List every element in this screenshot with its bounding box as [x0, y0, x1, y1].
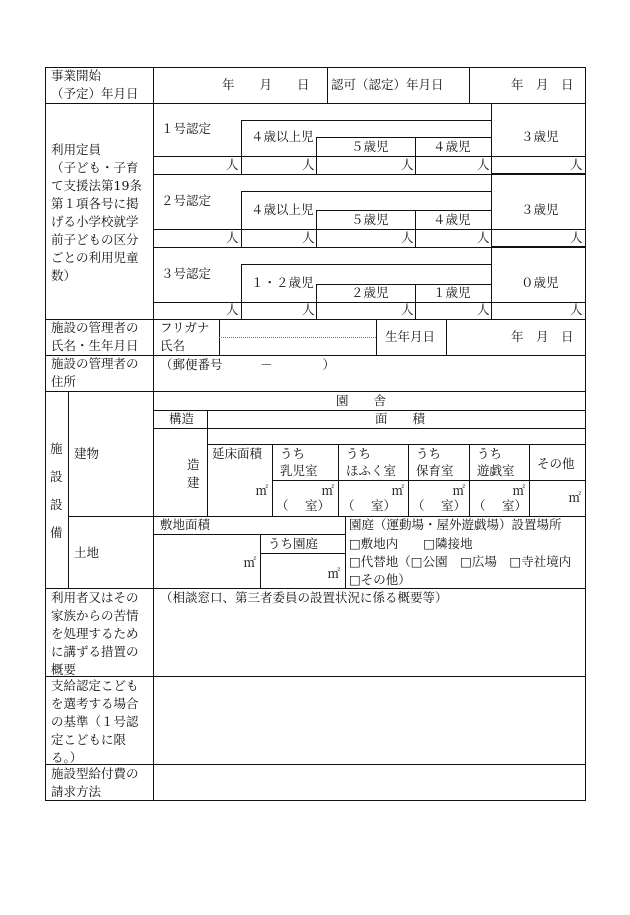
unit-label: 人 [226, 230, 239, 245]
rule [45, 67, 46, 801]
rule [316, 210, 317, 247]
group-sub-age: ２歳児 [351, 285, 389, 300]
unit-label: 人 [570, 157, 583, 172]
unit-label: 人 [302, 230, 315, 245]
room-name: 遊戯室 [477, 463, 515, 478]
unit-label: 人 [226, 157, 239, 172]
manager-label: 施設の管理者の 氏名・生年月日 [51, 320, 139, 353]
floor-area-label: 延床面積 [212, 446, 263, 461]
garden-area-label: うち園庭 [268, 536, 319, 551]
rule [241, 191, 242, 247]
group-name: ３号認定 [161, 266, 212, 281]
unit-label: 人 [302, 157, 315, 172]
unit-label: 人 [401, 157, 414, 172]
group-main-age: １・２歳児 [251, 275, 314, 290]
room-prefix: うち [346, 446, 372, 461]
sqm-unit: ㎡ [321, 483, 334, 498]
sqm-unit: ㎡ [243, 555, 256, 570]
group-sub-age: ４歳児 [433, 212, 471, 227]
birth-label: 生年月日 [385, 329, 436, 344]
unit-label: 人 [302, 302, 315, 317]
unit-label: 人 [226, 302, 239, 317]
approval-date-value[interactable]: 年 月 日 [511, 77, 574, 92]
unit-label: 人 [570, 230, 583, 245]
address-label: 施設の管理者の 住所 [51, 356, 139, 389]
birth-value[interactable]: 年 月 日 [511, 329, 574, 344]
room-prefix: うち [280, 446, 306, 461]
rule [415, 284, 416, 319]
complaint-label: 利用者又はその 家族からの苦情 を処理するため に講ずる措置の 概要 [51, 590, 139, 677]
start-date-label: 事業開始 （予定）年月日 [51, 68, 139, 101]
rule [272, 444, 273, 516]
rule [153, 410, 586, 411]
room-prefix: うち [416, 446, 442, 461]
group-sub-age: ４歳児 [433, 139, 471, 154]
rule [260, 553, 345, 554]
rule [207, 410, 208, 516]
rule [153, 302, 586, 303]
land-label: 土地 [74, 545, 100, 560]
rule [446, 319, 447, 355]
rule [241, 120, 242, 174]
rule [241, 264, 491, 265]
rule [469, 444, 470, 516]
rule [585, 67, 586, 801]
group-right-age: ３歳児 [521, 202, 559, 217]
group-main-age: ４歳以上児 [251, 129, 314, 144]
name-label: 氏名 [160, 338, 186, 353]
unit-label: 人 [477, 302, 490, 317]
room-count: （ 室） [412, 498, 466, 513]
unit-label: 人 [570, 302, 583, 317]
unit-label: 人 [401, 230, 414, 245]
rule [153, 156, 586, 157]
sqm-unit: ㎡ [255, 483, 268, 498]
group-right-age: ０歳児 [521, 275, 559, 290]
rule [491, 103, 492, 319]
rule [415, 210, 416, 247]
rule [153, 247, 586, 248]
facility-label: 施 設 設 備 [50, 441, 63, 540]
rule [45, 103, 586, 104]
group-sub-age: ５歳児 [351, 212, 389, 227]
rule [316, 284, 317, 319]
structure-header: 構造 [169, 411, 195, 426]
unit-label: 人 [477, 230, 490, 245]
postal-code-field[interactable]: （郵便番号 － ） [160, 357, 336, 372]
sqm-unit: ㎡ [512, 483, 525, 498]
sqm-unit: ㎡ [452, 483, 465, 498]
rule [529, 444, 530, 516]
sqm-unit: ㎡ [568, 490, 581, 505]
rule [153, 229, 586, 230]
rule [153, 534, 345, 535]
room-name: 乳児室 [280, 463, 318, 478]
group-main-age: ４歳以上児 [251, 202, 314, 217]
rule [153, 174, 586, 175]
furigana-divider [219, 337, 376, 338]
group-sub-age: １歳児 [433, 285, 471, 300]
rule [241, 191, 491, 192]
rule [45, 391, 586, 392]
site-area-label: 敷地面積 [160, 517, 211, 532]
rule [260, 534, 261, 588]
complaint-note: （相談窓口、第三者委員の設置状況に係る概要等） [160, 590, 448, 605]
rule [68, 391, 69, 588]
rule [338, 444, 339, 516]
rule [408, 444, 409, 516]
yard-location-options[interactable]: □敷地内 □隣接地 □代替地（□公園 □広場 □寺社境内 □その他） [349, 536, 572, 587]
rule [241, 264, 242, 319]
rule [415, 137, 416, 174]
room-prefix: うち [477, 446, 503, 461]
start-date-value[interactable]: 年 月 日 [222, 77, 310, 92]
group-name: ２号認定 [161, 193, 212, 208]
building-label: 建物 [74, 446, 100, 461]
rule [272, 480, 586, 481]
construction-label: 造 建 [187, 457, 200, 490]
group-sub-age: ５歳児 [351, 139, 389, 154]
sqm-unit: ㎡ [391, 483, 404, 498]
room-name: 保育室 [416, 463, 454, 478]
rule [316, 137, 317, 174]
group-right-age: ３歳児 [521, 129, 559, 144]
garden-building-header: 園 舎 [336, 393, 387, 408]
rule [153, 428, 586, 429]
billing-method-label: 施設型給付費の 請求方法 [51, 766, 139, 799]
rule [316, 210, 491, 211]
room-count: （ 室） [342, 498, 396, 513]
yard-location-label: 園庭（運動場・屋外遊戯場）設置場所 [349, 517, 562, 532]
rule [345, 516, 346, 588]
approval-date-label: 認可（認定）年月日 [331, 77, 444, 92]
capacity-label: 利用定員 （子ども・子育 て支援法第19条 第１項各号に掲 げる小学校就学 前子どもの区分 ごとの利用児童 数） [51, 142, 142, 283]
rule [153, 67, 154, 801]
group-name: １号認定 [161, 121, 212, 136]
furigana-label: フリガナ [160, 320, 210, 335]
unit-label: 人 [477, 157, 490, 172]
sqm-unit: ㎡ [327, 566, 340, 581]
unit-label: 人 [401, 302, 414, 317]
rule [316, 137, 491, 138]
other-label: その他 [537, 456, 575, 471]
rule [327, 67, 328, 103]
selection-criteria-label: 支給認定こども を選考する場合 の基準（１号認 定こどもに限 る。） [51, 678, 139, 765]
rule [469, 67, 470, 103]
area-header: 面 積 [375, 411, 426, 426]
room-count: （ 室） [276, 498, 330, 513]
room-count: （ 室） [473, 498, 527, 513]
rule [376, 319, 377, 355]
room-name: ほふく室 [346, 463, 397, 478]
rule [241, 120, 491, 121]
